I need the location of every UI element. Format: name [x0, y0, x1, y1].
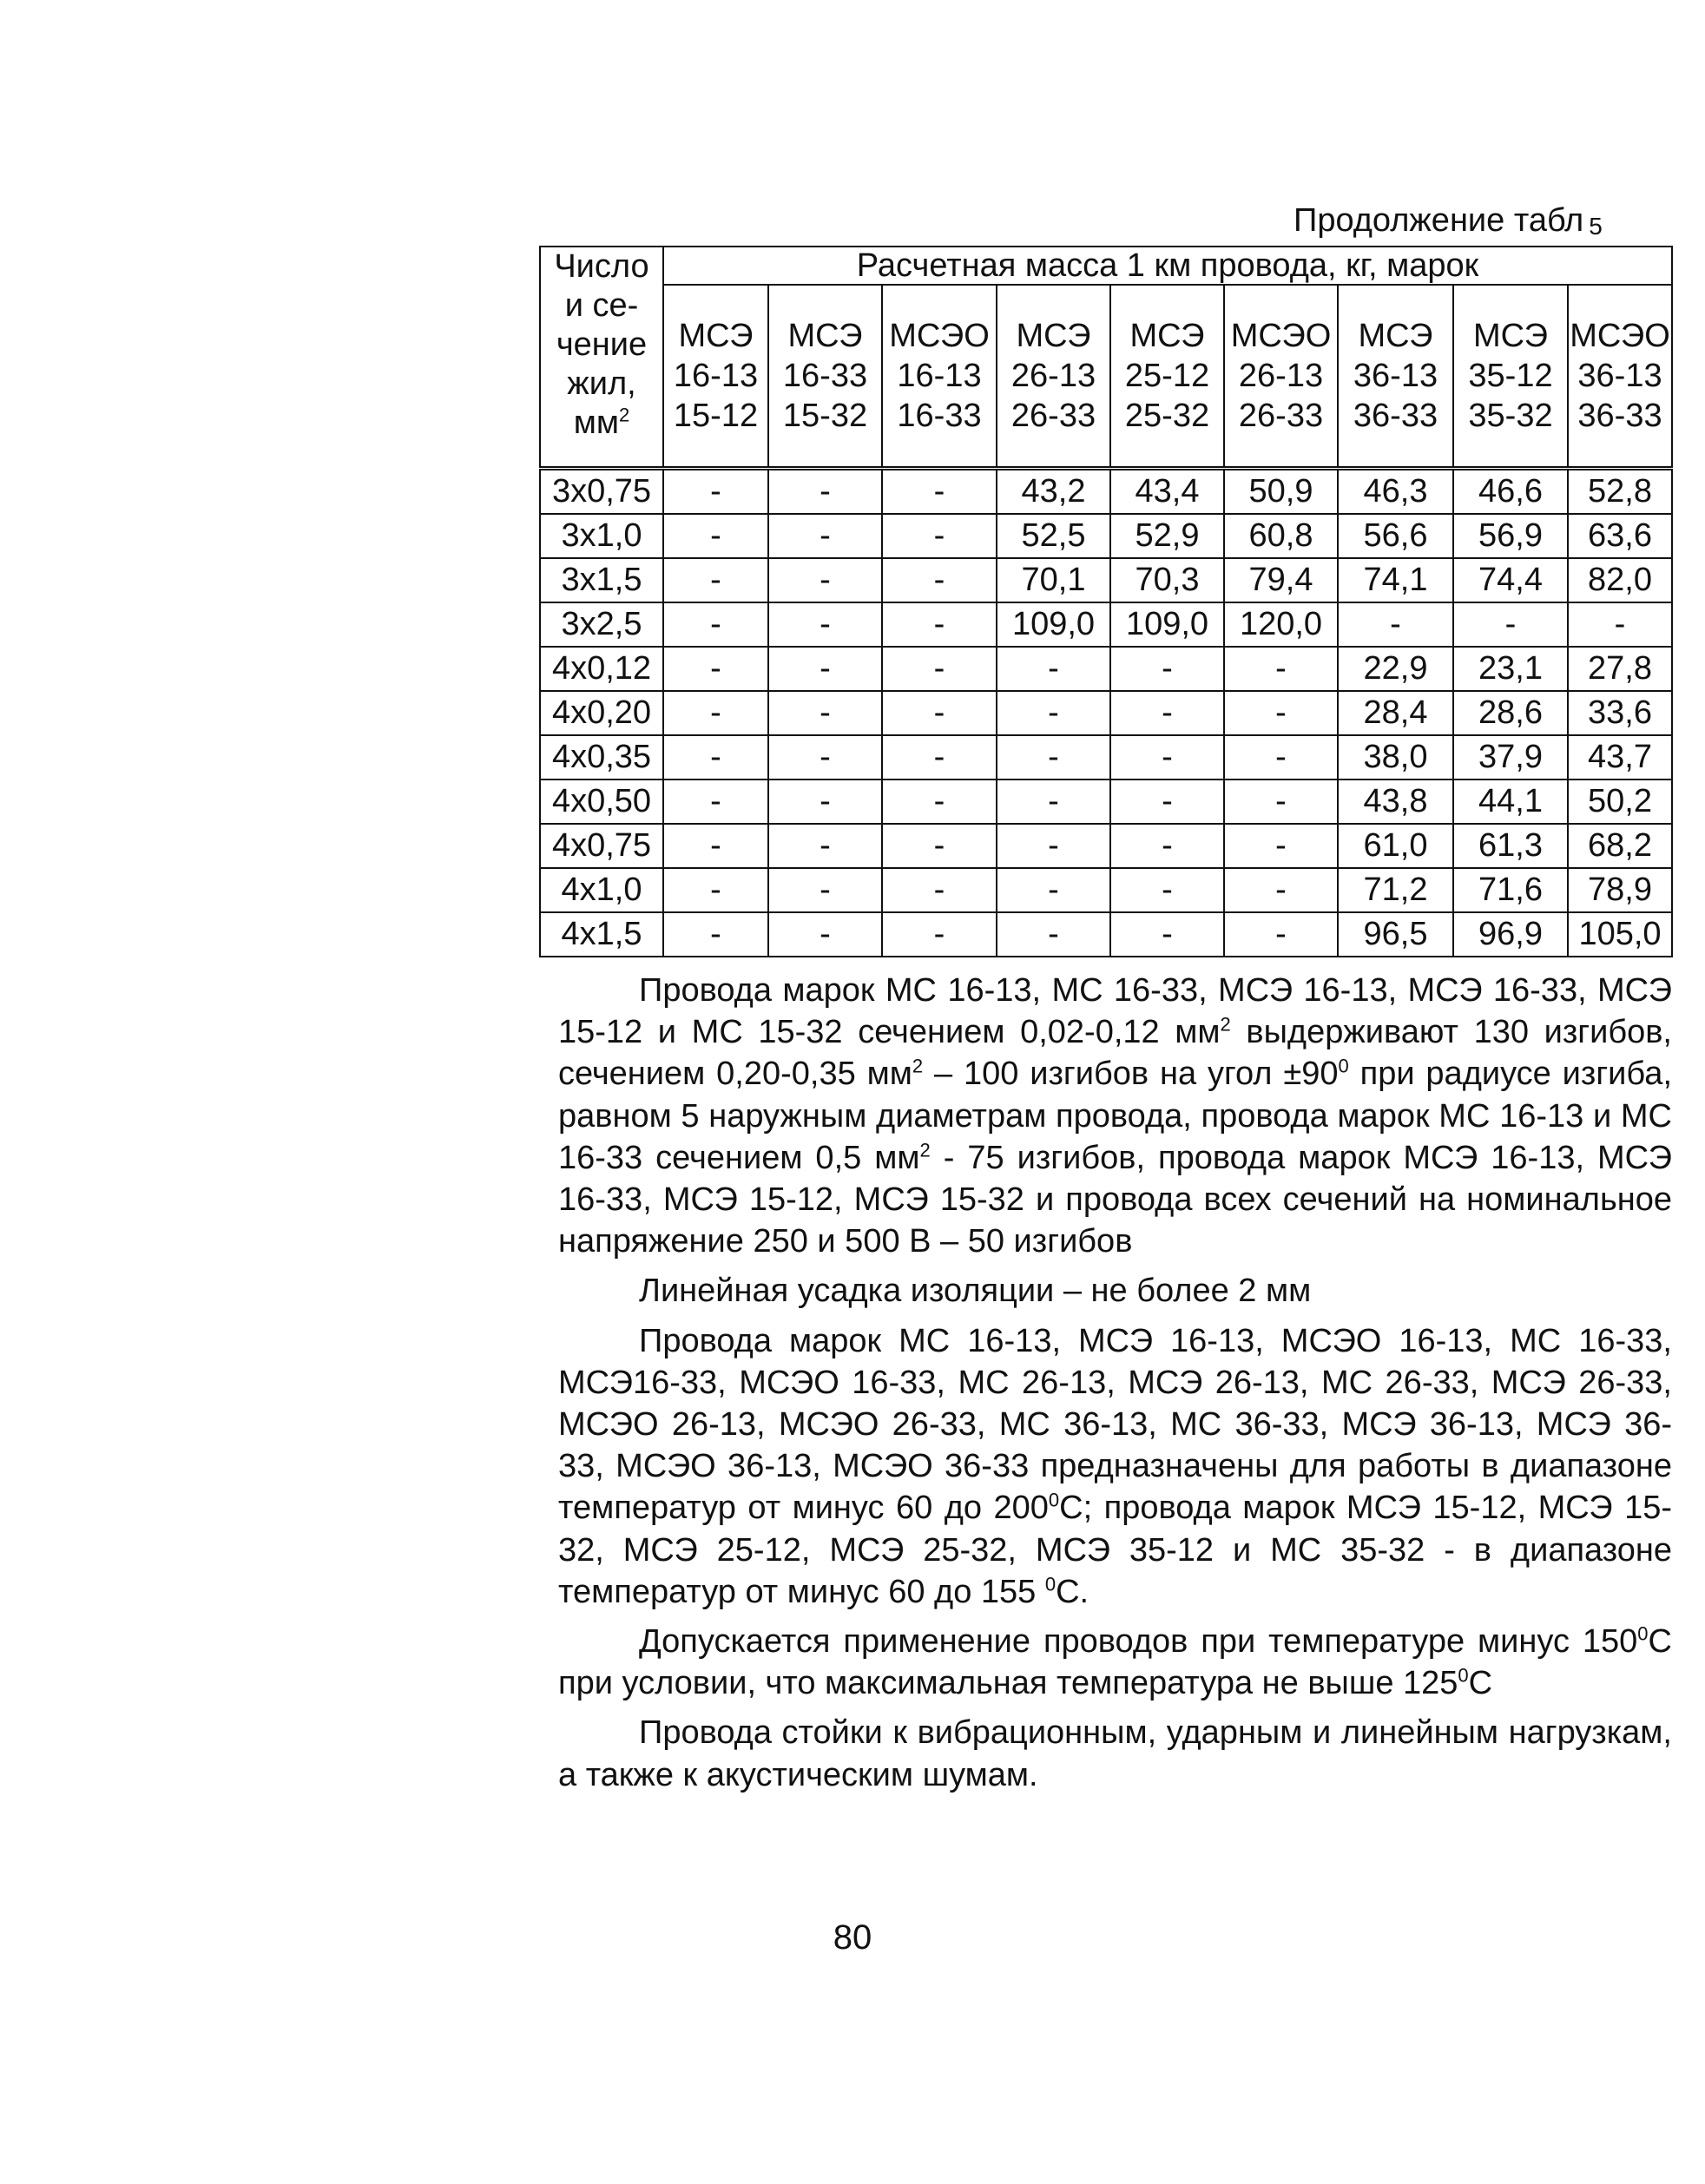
mass-cell: -	[663, 868, 768, 912]
section-cell: 3х1,0	[540, 514, 663, 558]
text-run: Линейная усадка изоляции – не более 2 мм	[639, 1273, 1312, 1310]
table-row	[540, 868, 1672, 912]
mass-cell: 37,9	[1453, 735, 1568, 780]
grade-header-line: МСЭ	[1473, 318, 1548, 354]
superscript: 0	[1338, 1055, 1349, 1077]
mass-cell: 82,0	[1568, 558, 1672, 602]
paragraph	[558, 1621, 1672, 1704]
mass-cell: -	[882, 647, 997, 691]
row-header-line: Число	[554, 248, 649, 285]
mass-cell: 33,6	[1568, 691, 1672, 735]
text-run: С	[1468, 1665, 1493, 1702]
mass-cell: -	[1224, 647, 1338, 691]
mass-cell: -	[1224, 691, 1338, 735]
mass-cell: -	[997, 691, 1110, 735]
mass-cell: 50,9	[1224, 469, 1338, 515]
text-run: Провода марок МС 16-13, МСЭ 16-13, МСЭО 16-13, МС 16-33, МСЭ16-33, МСЭО 16-33, МС 26-13, МСЭ 26-13, МС 26-33, МСЭ 26-33, МСЭО 26-13, МСЭО 26-33, МС 36-13, МС 36-33, МСЭ 36-13, МСЭ 36-33, МСЭО 36-13, МСЭО 36-33 предназначены для работы в диапазоне температур от минус 60 до 200	[558, 1322, 1672, 1527]
table-row	[540, 469, 1672, 515]
table-row	[540, 558, 1672, 602]
mass-cell: 68,2	[1568, 824, 1672, 868]
caption-text: Продолжение табл	[1294, 202, 1584, 239]
row-header-line	[541, 404, 662, 443]
superscript: 2	[1220, 1013, 1231, 1036]
mass-cell: -	[768, 912, 882, 957]
mass-cell: -	[1224, 824, 1338, 868]
grade-header-line: 36-33	[1353, 398, 1438, 434]
mass-cell: 23,1	[1453, 647, 1568, 691]
mass-cell: 46,6	[1453, 469, 1568, 515]
mass-cell: 52,9	[1110, 514, 1224, 558]
row-header-line: жил,	[567, 365, 636, 402]
mass-cell: -	[663, 558, 768, 602]
superscript: 0	[1044, 1573, 1057, 1595]
table-caption	[1294, 201, 1603, 246]
mass-cell: -	[882, 824, 997, 868]
section-cell: 3х1,5	[540, 558, 663, 602]
mass-cell: -	[1338, 602, 1453, 647]
mass-cell: 43,7	[1568, 735, 1672, 780]
mass-cell: -	[997, 780, 1110, 824]
mass-cell: -	[882, 912, 997, 957]
text-run: С при условии, что максимальная температура не выше 125	[558, 1623, 1672, 1702]
mass-cell: 96,5	[1338, 912, 1453, 957]
mass-cell: 28,4	[1338, 691, 1453, 735]
mass-cell: 50,2	[1568, 780, 1672, 824]
row-header-cell	[540, 247, 663, 469]
grade-header-line: 16-13	[673, 358, 759, 394]
grade-header-line: 26-33	[1010, 398, 1096, 434]
row-header-line: чение	[556, 326, 648, 363]
mass-cell: 61,0	[1338, 824, 1453, 868]
mass-cell: 96,9	[1453, 912, 1568, 957]
grade-header-line: 15-32	[782, 398, 868, 434]
mass-cell: -	[663, 469, 768, 515]
mass-cell: -	[1110, 780, 1224, 824]
mass-cell: -	[768, 824, 882, 868]
grade-header-line: МСЭ	[678, 318, 754, 354]
mass-cell: -	[663, 691, 768, 735]
table-row	[540, 514, 1672, 558]
grade-header-line: 26-13	[1010, 358, 1096, 394]
mass-cell: 120,0	[1224, 602, 1338, 647]
mass-cell: -	[663, 912, 768, 957]
mass-cell: -	[882, 469, 997, 515]
mass-cell: 43,2	[997, 469, 1110, 515]
mass-cell: -	[1110, 912, 1224, 957]
mass-cell: -	[768, 558, 882, 602]
mass-cell: -	[768, 780, 882, 824]
mass-cell: -	[768, 647, 882, 691]
mass-cell: 71,2	[1338, 868, 1453, 912]
mass-cell: -	[882, 558, 997, 602]
superscript: 2	[919, 1139, 931, 1161]
section-cell: 3х0,75	[540, 469, 663, 515]
section-cell: 4х0,12	[540, 647, 663, 691]
table-row	[540, 691, 1672, 735]
row-header-unit: мм	[573, 405, 619, 441]
mass-cell: -	[663, 647, 768, 691]
grade-header-cell	[663, 285, 768, 469]
grade-header-line: МСЭ	[1016, 318, 1091, 354]
grade-header-line: 25-32	[1124, 398, 1210, 434]
text-run: С.	[1056, 1573, 1089, 1610]
mass-cell: -	[1110, 735, 1224, 780]
mass-cell: -	[882, 514, 997, 558]
mass-cell: -	[1110, 824, 1224, 868]
table-body	[540, 469, 1672, 957]
mass-cell: -	[1110, 691, 1224, 735]
grade-header-cell	[1568, 285, 1672, 469]
mass-cell: 46,3	[1338, 469, 1453, 515]
text-run: при радиусе изгиба, равном 5 наружным диаметрам провода, провода марок МС 16-13 и МС 16-33 сечением 0,5 мм	[558, 1056, 1672, 1176]
mass-cell: -	[768, 868, 882, 912]
mass-cell: -	[997, 735, 1110, 780]
section-cell: 4х0,20	[540, 691, 663, 735]
mass-cell: 71,6	[1453, 868, 1568, 912]
mass-cell: 56,6	[1338, 514, 1453, 558]
mass-cell: 105,0	[1568, 912, 1672, 957]
mass-cell: -	[882, 691, 997, 735]
grade-header-line: 35-32	[1468, 398, 1553, 434]
mass-cell: 61,3	[1453, 824, 1568, 868]
grade-header-line: 36-13	[1353, 358, 1438, 394]
mass-cell: 109,0	[997, 602, 1110, 647]
mass-cell: -	[1224, 780, 1338, 824]
mass-cell: -	[882, 602, 997, 647]
body-text	[558, 970, 1672, 1796]
grade-header-cell	[1453, 285, 1568, 469]
grade-header-line: 35-12	[1468, 358, 1553, 394]
grade-header-cell	[768, 285, 882, 469]
wire-mass-table	[539, 246, 1673, 957]
mass-cell: -	[663, 602, 768, 647]
caption-number: 5	[1589, 213, 1603, 240]
section-cell: 4х0,50	[540, 780, 663, 824]
table-row	[540, 780, 1672, 824]
grade-header-line: МСЭО	[1230, 318, 1332, 354]
grade-header-cell	[1110, 285, 1224, 469]
superscript: 0	[1048, 1489, 1060, 1511]
grade-header-line: МСЭ	[1129, 318, 1205, 354]
row-header-line: и се-	[564, 287, 639, 324]
grade-header-line: МСЭ	[1358, 318, 1433, 354]
grade-header-cell	[997, 285, 1110, 469]
mass-cell: -	[997, 912, 1110, 957]
mass-cell: 22,9	[1338, 647, 1453, 691]
mass-cell: 52,5	[997, 514, 1110, 558]
table-row	[540, 735, 1672, 780]
mass-cell: -	[997, 647, 1110, 691]
mass-cell: 63,6	[1568, 514, 1672, 558]
mass-cell: -	[768, 735, 882, 780]
mass-cell: -	[768, 691, 882, 735]
mass-cell: -	[1224, 868, 1338, 912]
grade-header-line: 26-33	[1238, 398, 1324, 434]
mass-cell: -	[663, 780, 768, 824]
paragraph	[558, 1270, 1672, 1312]
mass-cell: 43,4	[1110, 469, 1224, 515]
mass-cell: 79,4	[1224, 558, 1338, 602]
mass-cell: -	[882, 735, 997, 780]
mass-cell: -	[1110, 647, 1224, 691]
mass-cell: 70,3	[1110, 558, 1224, 602]
paragraph	[558, 1712, 1672, 1795]
grade-header-line: МСЭ	[787, 318, 863, 354]
mass-cell: -	[768, 469, 882, 515]
mass-cell: -	[663, 514, 768, 558]
grade-header-line: 16-33	[782, 358, 868, 394]
page-number: 80	[833, 1918, 872, 1957]
mass-cell: -	[768, 514, 882, 558]
table-row	[540, 602, 1672, 647]
section-cell: 4х1,0	[540, 868, 663, 912]
superscript: 2	[912, 1055, 924, 1077]
grade-header-row	[540, 285, 1672, 469]
table-row	[540, 647, 1672, 691]
mass-cell: 44,1	[1453, 780, 1568, 824]
row-header-unit-sup: 2	[619, 404, 630, 426]
mass-cell: -	[1568, 602, 1672, 647]
mass-cell: 74,4	[1453, 558, 1568, 602]
section-cell: 4х0,75	[540, 824, 663, 868]
grade-header-line: 25-12	[1124, 358, 1210, 394]
paragraph	[558, 1320, 1672, 1613]
mass-cell: 109,0	[1110, 602, 1224, 647]
table-row	[540, 912, 1672, 957]
mass-cell: 74,1	[1338, 558, 1453, 602]
text-run: выдерживают 130 изгибов, сечением 0,20-0,35 мм	[558, 1014, 1672, 1093]
mass-cell: 38,0	[1338, 735, 1453, 780]
mass-cell: 28,6	[1453, 691, 1568, 735]
section-cell: 4х1,5	[540, 912, 663, 957]
mass-cell: 56,9	[1453, 514, 1568, 558]
section-cell: 3х2,5	[540, 602, 663, 647]
grade-header-line: МСЭО	[1570, 318, 1670, 354]
mass-cell: -	[1224, 735, 1338, 780]
group-header: Расчетная масса 1 км провода, кг, марок	[663, 247, 1672, 285]
grade-header-cell	[882, 285, 997, 469]
grade-header-cell	[1338, 285, 1453, 469]
mass-cell: -	[663, 824, 768, 868]
grade-header-line: 36-13	[1577, 358, 1662, 394]
text-run: Провода стойки к вибрационным, ударным и линейным нагрузкам, а также к акустическим шумам.	[558, 1714, 1672, 1793]
superscript: 0	[1458, 1664, 1469, 1687]
table-row	[540, 824, 1672, 868]
mass-cell: 27,8	[1568, 647, 1672, 691]
mass-cell: 70,1	[997, 558, 1110, 602]
grade-header-line: МСЭО	[889, 318, 990, 354]
paragraph	[558, 970, 1672, 1262]
mass-cell: 78,9	[1568, 868, 1672, 912]
mass-cell: 43,8	[1338, 780, 1453, 824]
mass-cell: -	[997, 868, 1110, 912]
superscript: 0	[1637, 1622, 1649, 1645]
mass-cell: -	[997, 824, 1110, 868]
mass-cell: -	[768, 602, 882, 647]
text-run: Провода марок МС 16-13, МС 16-33, МСЭ 16-13, МСЭ 16-33, МСЭ 15-12 и МС 15-32 сечением 0,02-0,12 мм	[558, 972, 1672, 1051]
mass-cell: 60,8	[1224, 514, 1338, 558]
grade-header-line: 16-33	[897, 398, 982, 434]
grade-header-line: 26-13	[1238, 358, 1324, 394]
mass-cell: -	[882, 780, 997, 824]
mass-cell: -	[663, 735, 768, 780]
text-run: – 100 изгибов на угол ±90	[923, 1056, 1339, 1093]
mass-cell: -	[882, 868, 997, 912]
mass-cell: -	[1110, 868, 1224, 912]
text-run: Допускается применение проводов при температуре минус 150	[639, 1623, 1638, 1661]
text-run: С; провода марок МСЭ 15-12, МСЭ 15-32, МСЭ 25-12, МСЭ 25-32, МСЭ 35-12 и МС 35-32 - в диапазоне температур от минус 60 до 155	[558, 1490, 1672, 1610]
grade-header-cell	[1224, 285, 1338, 469]
mass-cell: -	[1453, 602, 1568, 647]
text-run: - 75 изгибов, провода марок МСЭ 16-13, МСЭ 16-33, МСЭ 15-12, МСЭ 15-32 и провода всех сечений на номинальное напряжение 250 и 500 В – 50 изгибов	[558, 1139, 1672, 1260]
grade-header-line: 16-13	[897, 358, 982, 394]
mass-cell: -	[1224, 912, 1338, 957]
grade-header-line: 36-33	[1577, 398, 1662, 434]
mass-cell: 52,8	[1568, 469, 1672, 515]
grade-header-line: 15-12	[673, 398, 759, 434]
section-cell: 4х0,35	[540, 735, 663, 780]
